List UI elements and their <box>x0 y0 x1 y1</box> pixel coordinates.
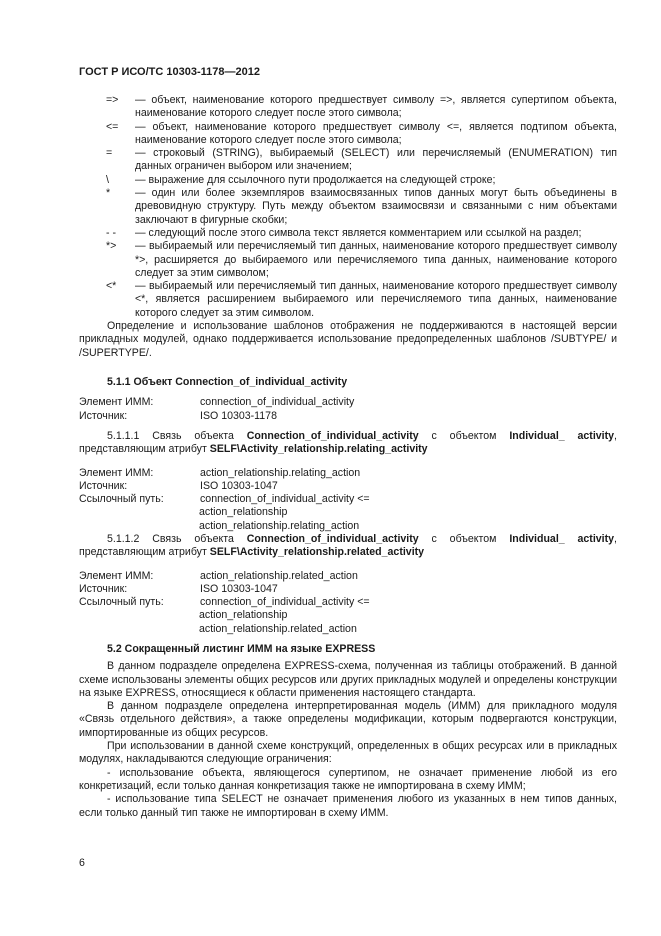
definition-text: — один или более экземпляров взаимосвязанных типов данных могут быть объединены в древовидную структуру. Путь между объектом взаимосвязи и связанными с ним объектами заключают в фигурные скобки; <box>135 187 617 226</box>
section-5-2 <box>79 643 617 820</box>
object-name: Individual_ activity <box>509 430 615 442</box>
intro-text: , представляющим атрибут <box>79 430 617 456</box>
attribute-name: SELF\Activity_relationship.related_activity <box>209 546 425 559</box>
object-name: Connection_of_individual_activity <box>246 430 419 442</box>
intro-text: с объектом <box>418 533 510 545</box>
definition-symbol: - - <box>106 226 116 239</box>
field-value: connection_of_individual_activity <= <box>200 493 370 506</box>
page-number: 6 <box>79 857 85 869</box>
field-value: ISO 10303-1047 <box>200 479 278 492</box>
definition-item <box>79 240 617 280</box>
section-5-1-1-1 <box>79 430 617 533</box>
field-row <box>79 570 617 583</box>
field-row <box>79 596 617 609</box>
template-note: Определение и использование шаблонов отображения не поддерживаются в настоящей версии прикладных модулей, однако поддерживается использование предопределенных шаблонов /SUBTYPE/ и /SUPERTYPE/. <box>79 320 617 359</box>
definition-text: — объект, наименование которого предшествует символу <=, является подтипом объекта, наименование которого следует после этого символа; <box>135 120 617 146</box>
field-row <box>79 410 617 423</box>
paragraph: При использовании в данной схеме конструкций, определенных в общих ресурсах или в прикладных модулях, накладываются следующие ограничения: <box>79 740 617 766</box>
list-item: - использование объекта, являющегося супертипом, не означает применение любой из его конкретизаций, если только данная конкретизация также не импортирована в схему ИММ; <box>79 766 617 792</box>
field-label: Элемент ИММ: <box>79 396 154 409</box>
intro-text: с объектом <box>418 430 510 442</box>
definition-item <box>79 147 617 174</box>
definition-item <box>79 280 617 320</box>
field-value: connection_of_individual_activity <= <box>200 596 370 609</box>
definition-text: — следующий после этого символа текст является комментарием или ссылкой на раздел; <box>135 226 582 239</box>
attribute-name: SELF\Activity_relationship.relating_activity <box>209 443 428 456</box>
symbol-definitions <box>79 94 617 360</box>
section-intro <box>79 430 617 457</box>
field-value: action_relationship.related_action <box>200 569 358 582</box>
definition-item <box>79 187 617 227</box>
field-label: Элемент ИММ: <box>79 466 154 479</box>
definition-symbol: *> <box>106 240 117 253</box>
field-row <box>79 467 617 480</box>
definition-text: — строковый (STRING), выбираемый (SELECT) или перечисляемый (ENUMERATION) тип данных ограничен выбором или значением; <box>135 147 617 173</box>
field-row <box>79 583 617 596</box>
field-label: Источник: <box>79 582 128 595</box>
definition-symbol: <* <box>106 280 117 293</box>
definition-symbol: <= <box>106 120 119 133</box>
field-value: action_relationship.relating_action <box>200 466 361 479</box>
definition-item <box>79 227 617 240</box>
field-value: ISO 10303-1047 <box>200 582 278 595</box>
section-title: 5.1.1 Объект Connection_of_individual_activity <box>107 376 348 388</box>
definition-item <box>79 94 617 121</box>
intro-text: 5.1.1.1 Связь объекта <box>107 430 247 442</box>
definition-item <box>79 174 617 187</box>
list-item: - использование типа SELECT не означает применения любого из указанных в нем типов данных, если только данный тип также не импортирован в схему ИММ. <box>79 793 617 819</box>
field-label: Источник: <box>79 479 128 492</box>
path-continuation: action_relationship <box>199 609 288 622</box>
definition-text: — выбираемый или перечисляемый тип данных, наименование которого предшествует символу *>, расширяется до выбираемого или перечисляемого типа данных, наименование которого следует за этим символом; <box>135 240 617 279</box>
path-continuation: action_relationship.related_action <box>199 622 357 635</box>
definition-text: — объект, наименование которого предшествует символу =>, является супертипом объекта, наименование которого следует после этого символа; <box>135 94 617 120</box>
field-value: ISO 10303-1178 <box>200 409 277 422</box>
intro-text: 5.1.1.2 Связь объекта <box>107 533 247 545</box>
object-name: Connection_of_individual_activity <box>246 533 419 545</box>
definition-symbol: => <box>106 94 119 106</box>
field-row <box>79 480 617 493</box>
definition-symbol: = <box>106 147 113 160</box>
definition-text: — выбираемый или перечисляемый тип данных, наименование которого предшествует символу <*, является расширением выбираемого или перечисляемого типа данных, наименование которого следует за этим символом. <box>135 280 617 319</box>
section-title: 5.2 Сокращенный листинг ИММ на языке EXPRESS <box>107 643 376 655</box>
field-label: Ссылочный путь: <box>79 493 164 506</box>
field-label: Источник: <box>79 409 128 422</box>
definition-symbol: \ <box>106 173 109 186</box>
section-5-1-1-2 <box>79 533 617 636</box>
field-row <box>79 493 617 506</box>
field-row <box>79 396 617 409</box>
paragraph: В данном подразделе определена интерпретированная модель (ИММ) для прикладного модуля «Связь отдельного действия», а также определены модификации, которым подвергаются конструкции, импортированные из общих ресурсов. <box>79 700 617 739</box>
object-name: Individual_ activity <box>509 533 615 545</box>
section-5-1-1 <box>79 376 617 423</box>
document-header: ГОСТ Р ИСО/ТС 10303-1178—2012 <box>79 66 260 78</box>
path-continuation: action_relationship <box>199 506 288 519</box>
definition-text: — выражение для ссылочного пути продолжается на следующей строке; <box>135 173 496 186</box>
paragraph: В данном подразделе определена EXPRESS-схема, полученная из таблицы отображений. В данной схеме использованы элементы общих ресурсов или других прикладных модулей и определены конструкции на языке EXPRESS, относящиеся к области применения настоящего стандарта. <box>79 660 617 699</box>
section-intro <box>79 533 617 560</box>
intro-text: , представляющим атрибут <box>79 533 617 559</box>
field-label: Ссылочный путь: <box>79 596 164 609</box>
path-continuation: action_relationship.relating_action <box>199 519 360 532</box>
field-value: connection_of_individual_activity <box>200 396 355 409</box>
definition-item <box>79 121 617 148</box>
field-label: Элемент ИММ: <box>79 569 154 582</box>
definition-symbol: * <box>106 187 111 200</box>
